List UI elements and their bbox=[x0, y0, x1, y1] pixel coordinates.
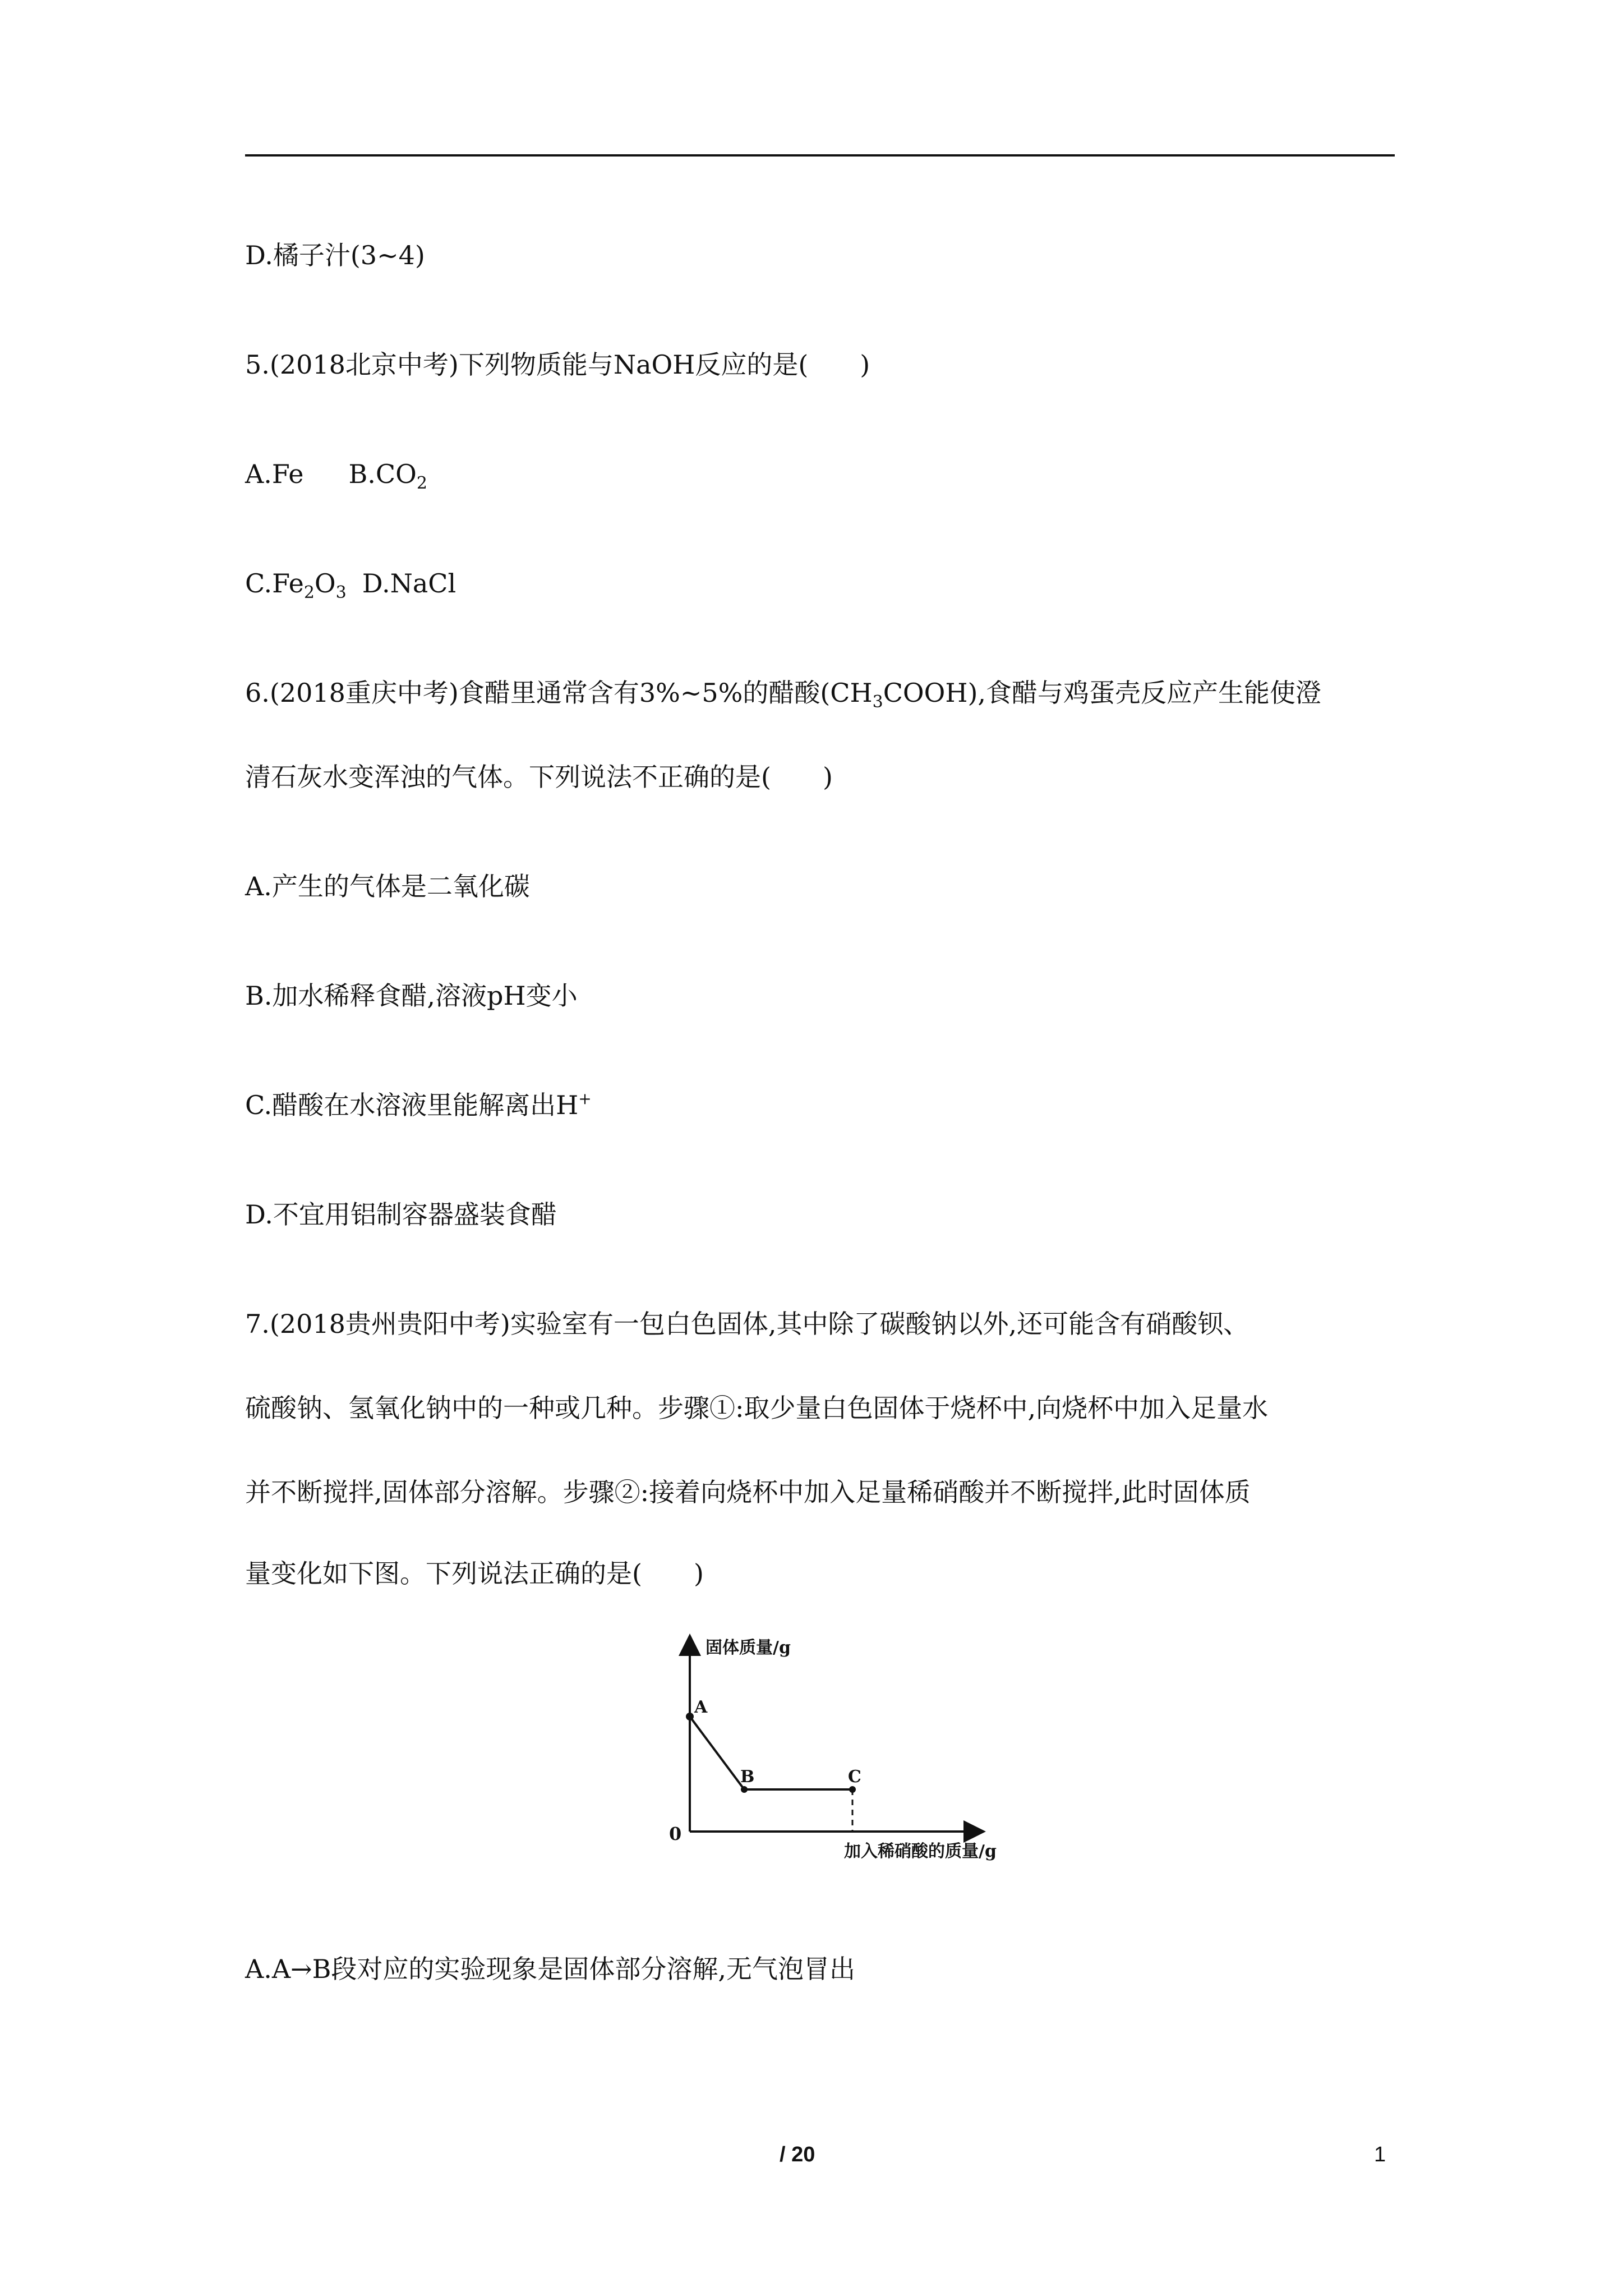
q5-option-d: D.NaCl bbox=[362, 568, 457, 599]
footer-page-total: / 20 bbox=[780, 2143, 815, 2166]
q6-option-c: C.醋酸在水溶液里能解离出H+ bbox=[245, 1089, 592, 1120]
x-axis-label: 加入稀硝酸的质量/g bbox=[844, 1842, 997, 1861]
q5-option-a: A.Fe bbox=[245, 459, 304, 489]
q4-option-d: D.橘子汁(3~4) bbox=[245, 240, 425, 270]
q5-stem: 5.(2018北京中考)下列物质能与NaOH反应的是( ) bbox=[245, 349, 870, 380]
y-axis-label: 固体质量/g bbox=[706, 1638, 791, 1658]
header-rule bbox=[245, 154, 1395, 157]
q6-stem-line-1: 6.(2018重庆中考)食醋里通常含有3%~5%的醋酸$(CH_3COOH)$,食醋与鸡蛋壳反应产生能使澄 bbox=[245, 678, 1322, 712]
q6-stem-line-2: 清石灰水变浑浊的气体。下列说法不正确的是( ) bbox=[245, 762, 833, 792]
footer-page-number: 1 bbox=[1374, 2143, 1386, 2166]
q6-option-b: B.加水稀释食醋,溶液pH变小 bbox=[245, 981, 578, 1011]
point-b-label: B bbox=[740, 1767, 755, 1787]
q6-option-d: D.不宜用铝制容器盛装食醋 bbox=[245, 1199, 557, 1230]
solid-mass-graph bbox=[645, 1630, 1009, 1888]
q7-stem-line-1: 7.(2018贵州贵阳中考)实验室有一包白色固体,其中除了碳酸钠以外,还可能含有硝酸钡、 bbox=[245, 1309, 1249, 1339]
q7-stem-line-2: 硫酸钠、氢氧化钠中的一种或几种。步骤①:取少量白色固体于烧杯中,向烧杯中加入足量水 bbox=[245, 1393, 1269, 1423]
point-a-marker bbox=[686, 1713, 694, 1720]
q5-option-c: $C.Fe_2O_3$ bbox=[245, 568, 347, 602]
q6-option-a: A.产生的气体是二氧化碳 bbox=[245, 871, 530, 901]
q5-options-cd bbox=[245, 567, 456, 600]
origin-label: 0 bbox=[669, 1823, 682, 1844]
point-a-label: A bbox=[694, 1697, 708, 1717]
point-b-marker bbox=[741, 1786, 748, 1793]
q5-options-ab bbox=[245, 457, 427, 491]
q7-stem-line-4: 量变化如下图。下列说法正确的是( ) bbox=[245, 1558, 704, 1589]
q5-option-b: $B.CO_2$ bbox=[348, 459, 427, 493]
q7-option-a: A.A→B段对应的实验现象是固体部分溶解,无气泡冒出 bbox=[245, 1954, 856, 1984]
point-c-label: C bbox=[848, 1767, 861, 1787]
point-c-marker bbox=[849, 1786, 856, 1793]
q7-stem-line-3: 并不断搅拌,固体部分溶解。步骤②:接着向烧杯中加入足量稀硝酸并不断搅拌,此时固体质 bbox=[245, 1477, 1251, 1507]
mass-curve bbox=[690, 1717, 852, 1789]
